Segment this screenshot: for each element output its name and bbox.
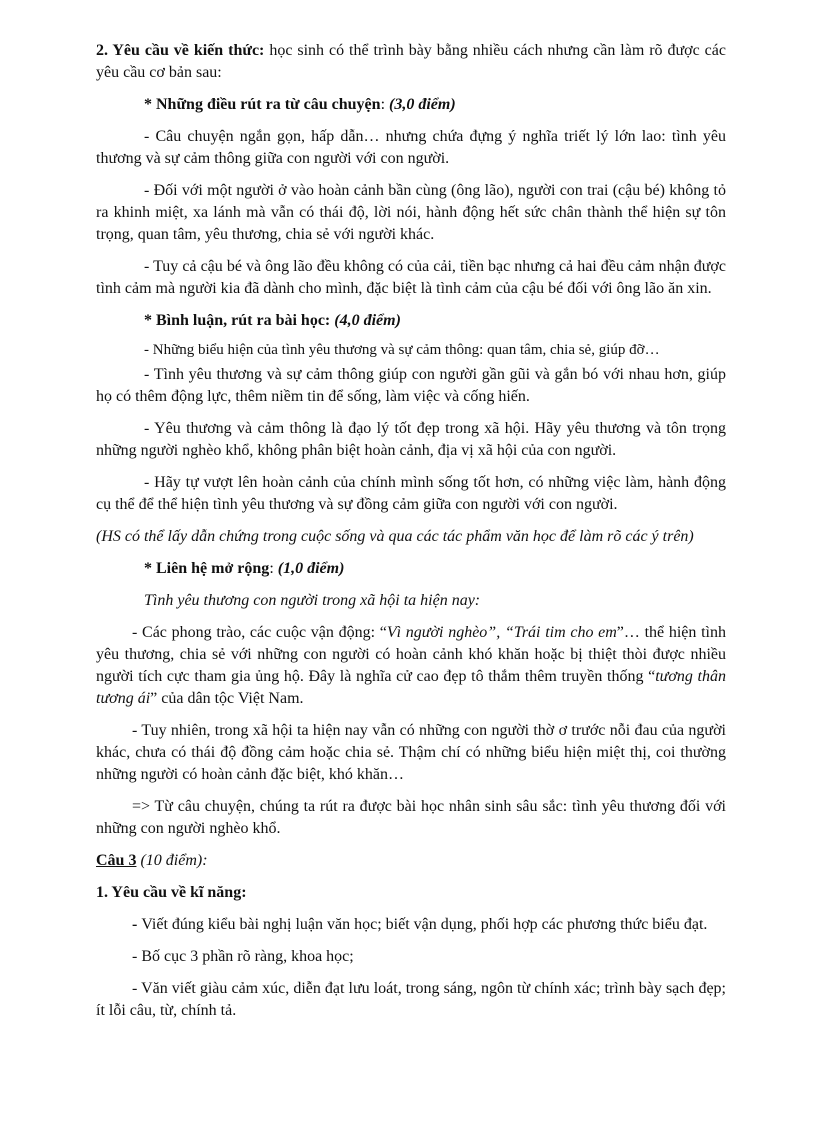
skill-item-3: - Văn viết giàu cảm xúc, diễn đạt lưu loát, trong sáng, ngôn từ chính xác; trình bày sạch đẹp; ít lỗi câu, từ, chính tả. <box>96 980 726 1019</box>
question-3-heading <box>96 850 726 872</box>
skill-item-2: - Bố cục 3 phần rõ ràng, khoa học; <box>132 948 354 965</box>
skill-item-1-text: Viết đúng kiểu bài nghị luận văn học; biết vận dụng, phối hợp các phương thức biểu đạt. <box>141 916 708 933</box>
paragraph-1: - Câu chuyện ngắn gọn, hấp dẫn… nhưng chứa đựng ý nghĩa triết lý lớn lao: tình yêu thương và sự cảm thông giữa con người với con người. <box>96 128 726 167</box>
paragraph-5: - Tình yêu thương và sự cảm thông giúp con người gần gũi và gắn bó với nhau hơn, giúp họ có thêm động lực, thêm niềm tin để sống, làm việc và cống hiến. <box>96 366 726 405</box>
heading-extension-colon: : <box>269 560 278 577</box>
paragraph-3: - Tuy cả cậu bé và ông lão đều không có của cải, tiền bạc nhưng cả hai đều cảm nhận được tình cảm mà người kia đã dành cho mình, đặc biệt là tình cảm của cậu bé đối với ông lão ăn xin. <box>96 258 726 297</box>
section-knowledge-label: 2. Yêu cầu về kiến thức: <box>96 42 265 59</box>
paragraph-10: => Từ câu chuyện, chúng ta rút ra được bài học nhân sinh sâu sắc: tình yêu thương đối với những con người nghèo khổ. <box>96 798 726 837</box>
paragraph-9: - Tuy nhiên, trong xã hội ta hiện nay vẫn có những con người thờ ơ trước nỗi đau của người khác, chưa có thái độ đồng cảm hoặc chia sẻ. Thậm chí có những biểu hiện miệt thị, coi thường những người có hoàn cảnh đặc biệt, khó khăn… <box>96 722 726 783</box>
heading-lessons-score: (3,0 điểm) <box>389 96 456 113</box>
paragraph-8-campaigns: Vì người nghèo”, “Trái tim cho em <box>386 624 617 641</box>
heading-commentary-label: * Bình luận, rút ra bài học: <box>144 312 331 329</box>
paragraph-7: - Hãy tự vượt lên hoàn cảnh của chính mình sống tốt hơn, có những việc làm, hành động cụ thể để thể hiện tình yêu thương và sự đồng cảm giữa con người với con người. <box>96 474 726 513</box>
skill-item-1 <box>96 914 726 936</box>
heading-lessons-label: * Những điều rút ra từ câu chuyện <box>144 96 381 113</box>
paragraph-8-part-a: - Các phong trào, các cuộc vận động: “ <box>132 624 387 641</box>
heading-extension <box>96 558 726 580</box>
paragraph-6: - Yêu thương và cảm thông là đạo lý tốt đẹp trong xã hội. Hãy yêu thương và tôn trọng những người nghèo khổ, không phân biệt hoàn cảnh, địa vị xã hội của con người. <box>96 420 726 459</box>
section-skills-heading: 1. Yêu cầu về kĩ năng: <box>96 884 247 901</box>
heading-lessons-colon: : <box>380 96 390 113</box>
subheading-society: Tình yêu thương con người trong xã hội ta hiện nay: <box>144 592 481 609</box>
question-3-score: (10 điểm): <box>136 852 208 869</box>
paragraph-8 <box>96 622 726 710</box>
note-evidence: (HS có thể lấy dẫn chứng trong cuộc sống và qua các tác phẩm văn học để làm rõ các ý trên) <box>96 528 694 545</box>
heading-extension-score: (1,0 điểm) <box>277 560 345 577</box>
heading-commentary <box>96 310 726 332</box>
section-knowledge-text: học sinh có thể trình bày bằng nhiều cách nhưng cần làm rõ được các yêu cầu cơ bản sau: <box>96 42 726 81</box>
skill-item-1-dash: - <box>132 916 142 933</box>
heading-commentary-score: (4,0 điểm) <box>330 312 401 329</box>
paragraph-2: - Đối với một người ở vào hoàn cảnh bần cùng (ông lão), người con trai (cậu bé) không tỏ ra khinh miệt, xa lánh mà vẫn có thái độ, lời nói, hành động hết sức chân thành thể hiện sự tôn trọng, quan tâm, yêu thương, chia sẻ với người khác. <box>96 182 726 243</box>
paragraph-4: - Những biểu hiện của tình yêu thương và sự cảm thông: quan tâm, chia sẻ, giúp đỡ… <box>144 342 660 358</box>
document-page <box>96 40 726 1022</box>
heading-extension-label: * Liên hệ mở rộng <box>144 560 270 577</box>
paragraph-8-part-e: ” của dân tộc Việt Nam. <box>150 690 304 707</box>
paragraph-8-part-c: ”… thể hiện tình yêu thương, chia sẻ với những con người có hoàn cảnh khó khăn hoặc bị thiệt thòi được nhiều người tích cực tham gia ủng hộ. Đây là nghĩa cử cao đẹp tô thắm thêm truyền thống “ <box>96 624 726 685</box>
paragraph-8-tradition: tương thân tương ái <box>96 668 726 707</box>
question-3-label: Câu 3 <box>96 852 137 869</box>
heading-lessons <box>96 94 726 116</box>
section-knowledge-heading <box>96 40 726 84</box>
